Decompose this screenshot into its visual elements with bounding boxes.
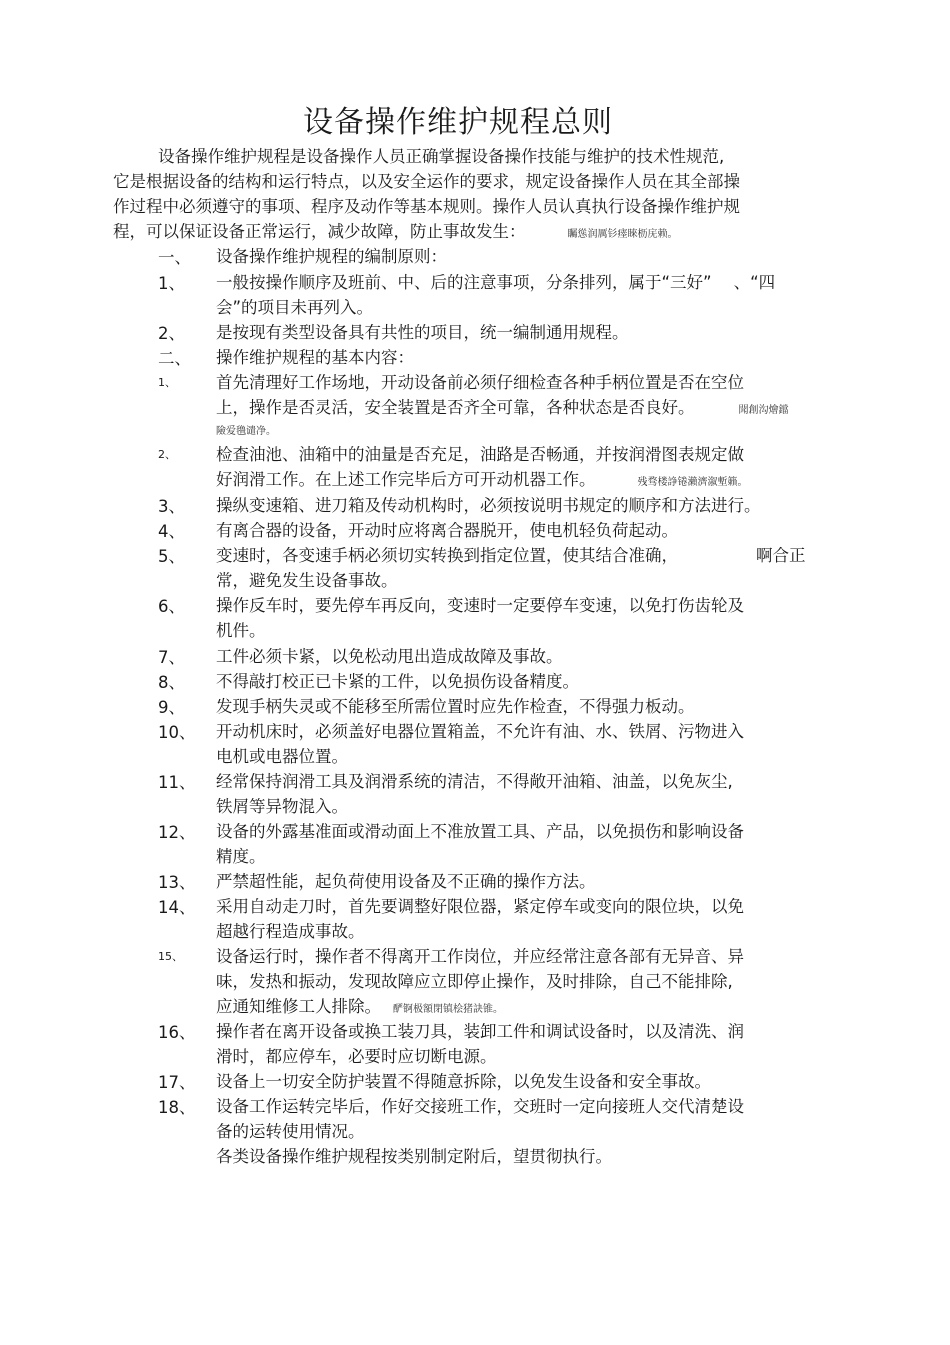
item-number: 10、 xyxy=(158,723,196,742)
item-line-text: 变速时，各变速手柄必须切实转换到指定位置，使其结合准确， xyxy=(216,546,678,565)
item-line xyxy=(216,543,836,568)
intro-line: 它是根据设备的结构和运行特点，以及安全运作的要求，规定设备操作人员在其全部操 xyxy=(113,172,740,191)
item-number: 7、 xyxy=(158,648,185,667)
item-number: 15、 xyxy=(158,950,183,963)
item-line: 工件必须卡紧，以免松动甩出造成故障及事故。 xyxy=(216,647,563,666)
item-line: 电机或电器位置。 xyxy=(216,747,348,766)
item-line: 检查油池、油箱中的油量是否充足，油路是否畅通，并按润滑图表规定做 xyxy=(216,445,744,464)
section-title: 操作维护规程的基本内容： xyxy=(216,348,414,367)
item-text xyxy=(216,442,836,495)
intro-line: 设备操作维护规程是设备操作人员正确掌握设备操作技能与维护的技术性规范, xyxy=(158,147,725,166)
item-number: 2、 xyxy=(158,448,176,461)
item-text xyxy=(216,894,836,944)
closing-text xyxy=(216,1144,836,1169)
item-text xyxy=(216,493,836,518)
item-line: 发现手柄失灵或不能移至所需位置时应先作检查，不得强力板动。 xyxy=(216,697,695,716)
item-text xyxy=(216,819,836,869)
item-text xyxy=(216,370,836,441)
item-number: 12、 xyxy=(158,823,196,842)
item-text xyxy=(216,1069,836,1094)
item-text xyxy=(216,518,836,543)
item-number: 9、 xyxy=(158,698,185,717)
item-number: 8、 xyxy=(158,673,185,692)
item-number: 16、 xyxy=(158,1023,196,1042)
item-line: 开动机床时，必须盖好电器位置箱盖，不允许有油、水、铁屑、污物进入 xyxy=(216,722,744,741)
item-line: 采用自动走刀时，首先要调整好限位器，紧定停车或变向的限位块，以免 xyxy=(216,897,744,916)
item-line: 会”的项目未再列入。 xyxy=(216,298,374,317)
item-line-text: 一般按操作顺序及班前、中、后的注意事项，分条排列，属于“三好” xyxy=(216,273,712,292)
item-number: 3、 xyxy=(158,497,185,516)
item-line: 常，避免发生设备事故。 xyxy=(216,571,398,590)
item-text xyxy=(216,543,836,593)
item-line: 精度。 xyxy=(216,847,266,866)
item-line: 不得敲打校正已卡紧的工件，以免损伤设备精度。 xyxy=(216,672,579,691)
item-number: 13、 xyxy=(158,873,196,892)
item-line xyxy=(216,467,836,495)
item-line: 操作者在离开设备或换工装刀具，装卸工件和调试设备时，以及清洗、润 xyxy=(216,1022,744,1041)
item-text xyxy=(216,869,836,894)
garbled-small-text: 酽锕极額閉镇桧猪訣锥。 xyxy=(393,1004,503,1015)
item-line: 首先清理好工作场地，开动设备前必须仔细检查各种手柄位置是否在空位 xyxy=(216,373,744,392)
item-line: 是按现有类型设备具有共性的项目，统一编制通用规程。 xyxy=(216,323,629,342)
item-line: 操纵变速箱、进刀箱及传动机构时，必须按说明书规定的顺序和方法进行。 xyxy=(216,496,761,515)
item-line: 备的运转使用情况。 xyxy=(216,1122,365,1141)
item-line: 铁屑等异物混入。 xyxy=(216,797,348,816)
item-line: 经常保持润滑工具及润滑系统的清洁，不得敞开油箱、油盖，以免灰尘, xyxy=(216,772,733,791)
item-line: 超越行程造成事故。 xyxy=(216,922,365,941)
item-text xyxy=(216,1094,836,1144)
intro-line: 作过程中必须遵守的事项、程序及动作等基本规则。操作人员认真执行设备操作维护规 xyxy=(113,197,740,216)
item-text xyxy=(216,694,836,719)
item-line: 设备运行时，操作者不得离开工作岗位，并应经常注意各部有无异音、异 xyxy=(216,947,744,966)
item-text xyxy=(216,1019,836,1069)
item-text xyxy=(216,270,836,320)
item-number: 6、 xyxy=(158,597,185,616)
item-line: 设备的外露基准面或滑动面上不准放置工具、产品，以免损伤和影响设备 xyxy=(216,822,744,841)
garbled-small-text: 險爱氇谴净。 xyxy=(216,426,276,437)
item-line: 设备上一切安全防护装置不得随意拆除，以免发生设备和安全事故。 xyxy=(216,1072,711,1091)
section-number: 二、 xyxy=(158,349,191,368)
item-number: 4、 xyxy=(158,522,185,541)
item-line: 滑时，都应停车，必要时应切断电源。 xyxy=(216,1047,497,1066)
item-line xyxy=(216,395,836,423)
item-line-text: 啊合正 xyxy=(756,546,806,565)
item-line: 严禁超性能，起负荷使用设备及不正确的操作方法。 xyxy=(216,872,596,891)
item-line-text: 、“四 xyxy=(733,273,776,292)
section-number: 一、 xyxy=(158,248,191,267)
item-line-text: 上，操作是否灵活，安全装置是否齐全可靠，各种状态是否良好。 xyxy=(216,398,695,417)
item-line: 有离合器的设备，开动时应将离合器脱开，使电机轻负荷起动。 xyxy=(216,521,678,540)
intro-line xyxy=(113,219,803,247)
item-line xyxy=(216,270,836,295)
item-number: 17、 xyxy=(158,1073,196,1092)
item-number: 18、 xyxy=(158,1098,196,1117)
item-line: 机件。 xyxy=(216,621,266,640)
item-line-text: 好润滑工作。在上述工作完毕后方可开动机器工作。 xyxy=(216,470,596,489)
item-number: 1、 xyxy=(158,274,185,293)
item-text xyxy=(216,644,836,669)
garbled-small-text: 残骛楼諍锩瀨濟溆塹籟。 xyxy=(637,477,748,488)
item-number: 5、 xyxy=(158,547,185,566)
intro-line-text: 程，可以保证设备正常运行，减少故障，防止事故发生： xyxy=(113,222,526,241)
item-number: 1、 xyxy=(158,376,176,389)
item-line: 设备工作运转完毕后，作好交接班工作，交班时一定向接班人交代清楚设 xyxy=(216,1097,744,1116)
item-line xyxy=(216,994,836,1022)
item-text xyxy=(216,593,836,643)
intro-paragraph xyxy=(113,144,803,247)
item-line: 操作反车时，要先停车再反向，变速时一定要停车变速，以免打伤齿轮及 xyxy=(216,596,744,615)
item-number: 2、 xyxy=(158,324,185,343)
page-title: 设备操作维护规程总则 xyxy=(303,105,613,140)
closing-line: 各类设备操作维护规程按类别制定附后，望贯彻执行。 xyxy=(216,1147,612,1166)
garbled-small-text: 聞創沟燴鐺 xyxy=(738,405,789,416)
item-text xyxy=(216,719,836,769)
item-text xyxy=(216,669,836,694)
item-line: 味，发热和振动，发现故障应立即停止操作，及时排除，自己不能排除, xyxy=(216,972,733,991)
item-number: 14、 xyxy=(158,898,196,917)
item-text xyxy=(216,320,836,345)
garbled-small-text: 矚慫润厲钐瘗睞枥庑赖。 xyxy=(567,229,678,240)
item-text xyxy=(216,944,836,1022)
item-number: 11、 xyxy=(158,773,196,792)
section-title: 设备操作维护规程的编制原则： xyxy=(216,247,447,266)
item-text xyxy=(216,769,836,819)
item-line-text: 应通知维修工人排除。 xyxy=(216,997,381,1016)
